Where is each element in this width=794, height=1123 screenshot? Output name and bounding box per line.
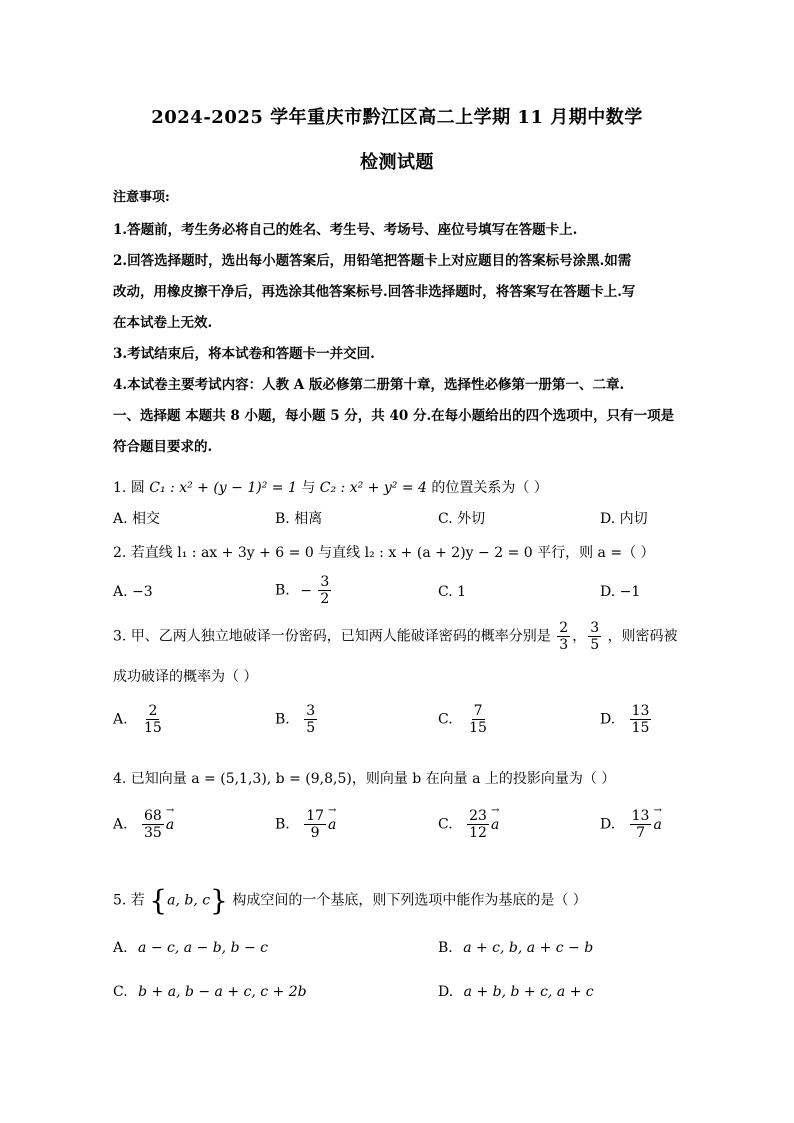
fraction-denominator: 7	[636, 825, 646, 842]
vector-a: → a	[166, 817, 174, 833]
fraction-numerator: 3	[320, 574, 330, 590]
option-expression: a + c, b, a + c − b	[463, 940, 594, 956]
option-expression: b + a, b − a + c, c + 2b	[138, 984, 307, 1000]
fraction-numerator: 3	[590, 620, 600, 636]
option-expression: a − c, a − b, b − c	[138, 940, 269, 956]
q1-option-a: A. 相交	[113, 511, 161, 527]
option-label: C.	[113, 984, 128, 1000]
q5-suffix: 构成空间的一个基底，则下列选项中能作为基底的是（ ）	[232, 892, 587, 909]
fraction-denominator: 3	[559, 637, 569, 654]
fraction-numerator: 13	[631, 703, 650, 719]
question-3	[113, 620, 678, 653]
option-fraction	[142, 703, 164, 736]
q5-basis: a, b, c	[167, 892, 211, 909]
q3-option-a	[113, 703, 166, 736]
fraction-denominator: 5	[306, 720, 316, 737]
q1-mid: 与	[301, 480, 316, 496]
notice-item: 3.考试结束后，将本试卷和答题卡一并交回.	[113, 346, 375, 362]
fraction-denominator: 12	[469, 825, 487, 842]
option-label: A.	[113, 816, 128, 833]
fraction-denominator: 35	[144, 825, 162, 842]
section-heading: 一、选择题 本题共 8 小题，每小题 5 分，共 40 分.在每小题给出的四个选项中，只有一项是	[113, 408, 675, 424]
q3-prob-1	[557, 620, 570, 653]
notice-item: 2.回答选择题时，选出每小题答案后，用铅笔把答题卡上对应题目的答案标号涂黑.如需	[113, 253, 632, 269]
option-label: D.	[600, 711, 616, 728]
q4-option-b	[275, 808, 336, 841]
fraction-denominator: 9	[310, 825, 320, 842]
option-fraction	[142, 808, 164, 841]
q2-option-b	[275, 574, 333, 607]
question-4: 4. 已知向量 a = (5,1,3), b = (9,8,5)，则向量 b 在向量 a 上的投影向量为（ ）	[113, 771, 616, 787]
fraction-numerator: 68	[144, 808, 162, 824]
fraction-denominator: 15	[631, 720, 650, 737]
q1-prefix: 1. 圆	[113, 480, 145, 496]
q1-option-b: B. 相离	[275, 511, 323, 527]
q2-option-b-fraction	[318, 574, 331, 607]
option-label: C.	[438, 816, 453, 833]
q1-option-d: D. 内切	[600, 511, 648, 527]
q4-option-a	[113, 808, 174, 841]
q1-option-c: C. 外切	[438, 511, 486, 527]
q2-option-d: D. −1	[600, 584, 641, 600]
fraction-numerator: 17	[306, 808, 325, 824]
q4-option-c	[438, 808, 499, 841]
q2-option-b-label: B.	[275, 582, 290, 599]
q5-option-a	[113, 940, 268, 956]
q5-option-c	[113, 984, 307, 1000]
option-fraction	[467, 808, 489, 841]
brace-right-icon: }	[210, 884, 228, 917]
q5-prefix: 5. 若	[113, 892, 145, 909]
q1-suffix: 的位置关系为（ ）	[431, 480, 548, 496]
brace-left-icon: {	[149, 884, 168, 917]
q5-option-b	[438, 940, 593, 956]
option-label: B.	[275, 816, 290, 833]
option-fraction	[630, 703, 652, 736]
fraction-numerator: 2	[559, 620, 569, 636]
exam-title: 2024-2025 学年重庆市黔江区高二上学期 11 月期中数学	[151, 107, 643, 128]
q3-option-b	[275, 703, 319, 736]
vector-a: → a	[328, 817, 336, 833]
notice-heading: 注意事项:	[113, 190, 170, 205]
option-label: C.	[438, 711, 453, 728]
notice-item: 4.本试卷主要考试内容：人教 A 版必修第二册第十章，选择性必修第一册第一、二章.	[113, 377, 625, 393]
question-2: 2. 若直线 l₁ : ax + 3y + 6 = 0 与直线 l₂ : x + (a + 2)y − 2 = 0 平行，则 a =（ ）	[113, 545, 655, 561]
exam-subtitle: 检测试题	[360, 152, 434, 173]
option-label: D.	[600, 816, 616, 833]
vector-a: → a	[491, 817, 499, 833]
q3-sep: ，	[572, 628, 587, 645]
vector-a: → a	[653, 817, 661, 833]
q5-option-d	[438, 984, 594, 1000]
option-label: A.	[113, 711, 128, 728]
q3-option-d	[600, 703, 653, 736]
option-fraction	[630, 808, 652, 841]
section-heading-cont: 符合题目要求的.	[113, 439, 213, 455]
q3-option-c	[438, 703, 491, 736]
question-3-cont: 成功破译的概率为（ ）	[113, 669, 258, 685]
q3-text-a: 3. 甲、乙两人独立地破译一份密码，已知两人能破译密码的概率分别是	[113, 628, 551, 645]
notice-item: 在本试卷上无效.	[113, 315, 213, 331]
option-label: A.	[113, 940, 128, 956]
fraction-numerator: 2	[148, 703, 158, 719]
notice-item: 改动，用橡皮擦干净后，再选涂其他答案标号.回答非选择题时，将答案写在答题卡上.写	[113, 284, 636, 300]
fraction-numerator: 13	[631, 808, 650, 824]
q2-option-a: A. −3	[113, 584, 153, 600]
q3-text-b: ，则密码被	[607, 628, 678, 645]
fraction-denominator: 15	[144, 720, 162, 737]
q3-prob-2	[588, 620, 601, 653]
option-expression: a + b, b + c, a + c	[463, 984, 594, 1000]
option-fraction	[304, 703, 317, 736]
fraction-numerator: 23	[469, 808, 487, 824]
notice-item: 1.答题前，考生务必将自己的姓名、考生号、考场号、座位号填写在答题卡上.	[113, 222, 578, 238]
q1-circle-c1: C₁ : x² + (y − 1)² = 1	[149, 480, 297, 496]
q2-option-b-sign: −	[300, 582, 312, 599]
option-label: B.	[275, 711, 290, 728]
q2-option-c: C. 1	[438, 584, 467, 600]
q4-option-d	[600, 808, 662, 841]
question-5	[113, 884, 587, 917]
option-label: D.	[438, 984, 454, 1000]
option-label: B.	[438, 940, 453, 956]
question-1	[113, 477, 548, 497]
option-fraction	[467, 703, 489, 736]
option-fraction	[304, 808, 326, 841]
q1-circle-c2: C₂ : x² + y² = 4	[319, 480, 427, 496]
fraction-numerator: 7	[473, 703, 483, 719]
fraction-numerator: 3	[306, 703, 316, 719]
fraction-denominator: 15	[469, 720, 487, 737]
fraction-denominator: 5	[590, 637, 600, 654]
fraction-denominator: 2	[320, 591, 330, 608]
